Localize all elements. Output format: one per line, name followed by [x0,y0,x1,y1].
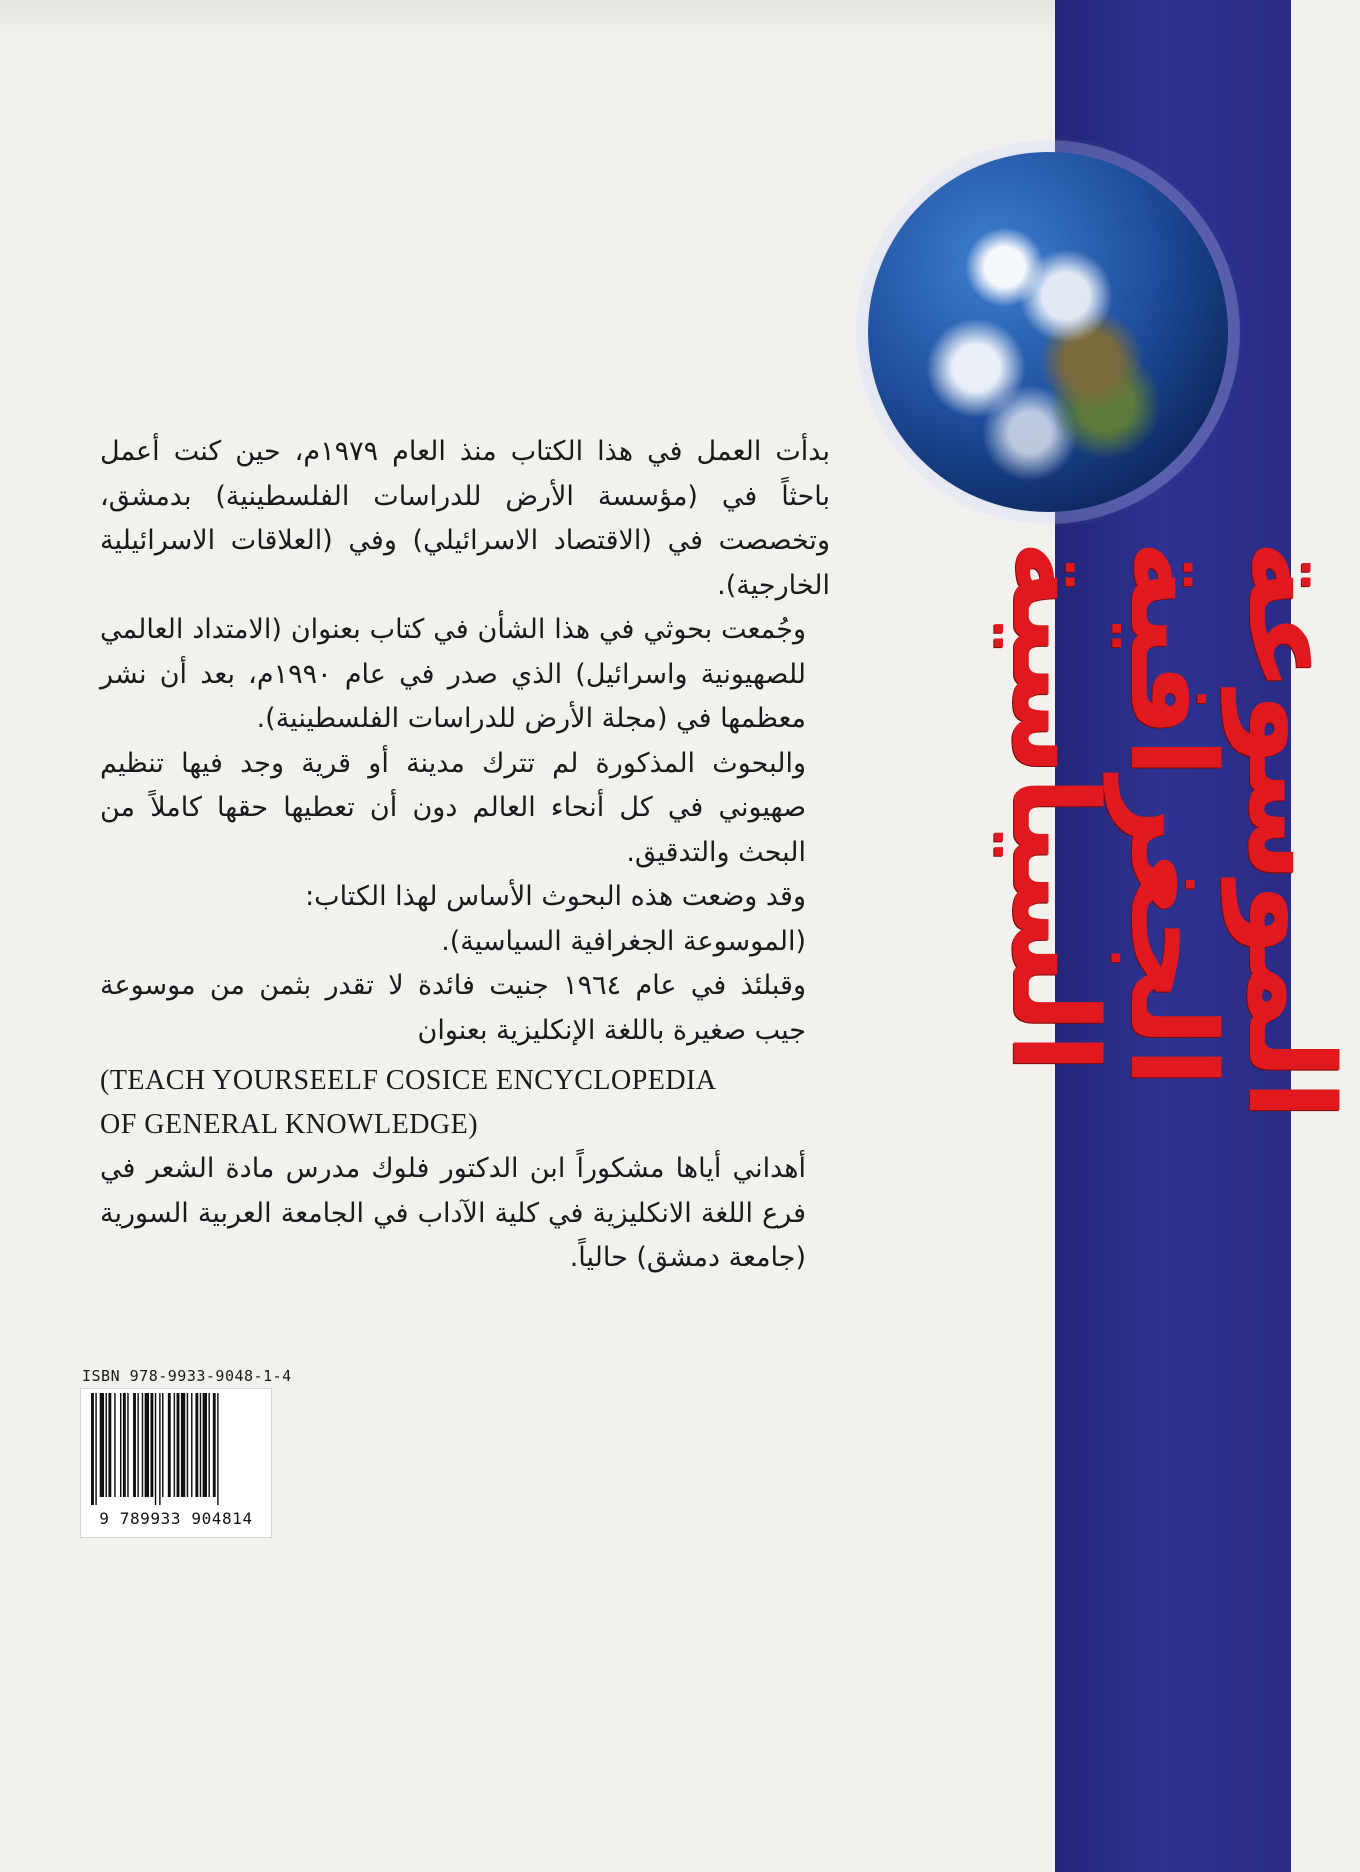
paragraph-5: (الموسوعة الجغرافية السياسية). [441,925,806,957]
paragraph-1: بدأت العمل في هذا الكتاب منذ العام ١٩٧٩م، حين كنت أعمل باحثاً في (مؤسسة الأرض للدراسات الفلسطينية) بدمشق، وتخصصت في (الاقتصاد الاسرائيلي) وفي (العلاقات الاسرائيلية الخارجية). [100,436,830,601]
earth-globe-image [868,152,1228,512]
paragraph-4: وقد وضعت هذه البحوث الأساس لهذا الكتاب: [305,881,806,912]
spine-title-text: الموسوعة الجغرافية السياسية [986,540,1360,1121]
english-title-line-2: OF GENERAL KNOWLEDGE) [100,1109,479,1140]
barcode-bars [91,1393,261,1505]
isbn-label: ISBN 978-9933-9048-1-4 [82,1367,292,1385]
paragraph-6: وقبلئذ في عام ١٩٦٤ جنيت فائدة لا تقدر بثمن من موسوعة جيب صغيرة باللغة الإنكليزية بعنوان [100,970,806,1046]
english-title-line-1: (TEACH YOURSEELF COSICE ENCYCLOPEDIA [100,1065,717,1096]
paragraph-3: والبحوث المذكورة لم تترك مدينة أو قرية وجد فيها تنظيم صهيوني في كل أنحاء العالم دون أن تعطيها حقها كاملاً من البحث والتدقيق. [100,747,806,868]
barcode-digits: 9 789933 904814 [99,1509,253,1528]
english-title [100,1059,830,1147]
paragraph-2: وجُمعت بحوثي في هذا الشأن في كتاب بعنوان (الامتداد العالمي للصهيونية واسرائيل) الذي صدر في عام ١٩٩٠م، بعد أن نشر معظمها في (مجلة الأرض للدراسات الفلسطينية). [100,614,806,734]
barcode-icon [80,1388,272,1538]
paragraph-7: أهداني أياها مشكوراً ابن الدكتور فلوك مدرس مادة الشعر في فرع اللغة الانكليزية في كلية الآداب في الجامعة العربية السورية (جامعة دمشق) حالياً. [100,1153,806,1273]
spine-title [986,540,1360,1560]
back-cover-text [100,430,830,1281]
